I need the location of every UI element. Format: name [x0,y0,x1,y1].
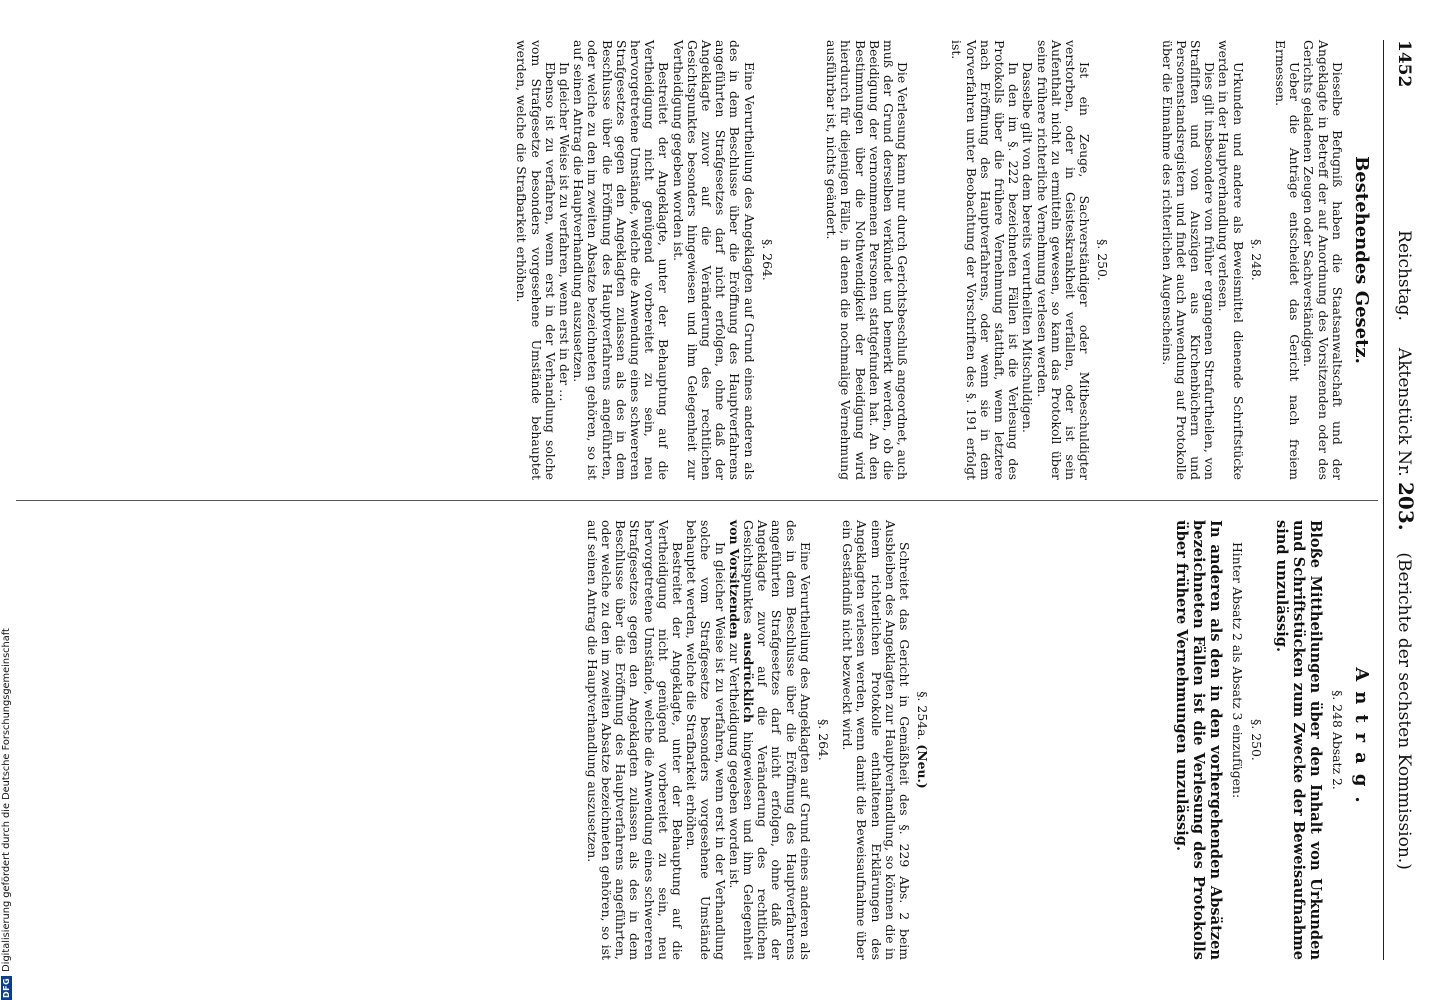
header-reichstag: Reichstag. [1394,230,1414,321]
paragraph: Schreitet das Gericht in Gemäßheit des §. 229 Abs. 2 beim Ausbleiben des Angeklagten zur Hauptverhandlung, so können die in einem richterlichen Protokolle enthaltenen Erklärungen des Angeklagten verlesen werden, wenn damit die Beweisaufnahme über ein Geständniß nicht bezweckt wird. [840,520,912,960]
left-column-existing-law [514,40,1374,480]
new-marker: (Neu.) [915,744,931,789]
paragraph: Dasselbe gilt von dem bereits verurtheilten Mitschuldigen. [1020,62,1036,433]
page-number: 1452 [1394,40,1414,88]
paragraph: Bestreitet der Angeklagte, unter der Behauptung auf die Vertheidigung nicht genügend vorbereitet zu sein, neu hervorgetretene Umstände, welche die Anwendung eines schwereren Strafgesetzes gegen den Angeklagten zulassen als des in dem Beschlusse über die Eröffnung des Hauptverfahrens angeführten, oder welche zu den im zweiten Absatze bezeichneten gehören, so ist auf seinen Antrag die Hauptverhandlung auszusetzen. [571,40,672,480]
right-column-heading: Antrag. [1351,667,1372,813]
section-title-248: §. 248. [1248,239,1264,281]
bold-paragraph: Bloße Mittheilungen über den Inhalt von Urkunden und Schriftstücken zum Zwecke der Beweisaufnahme sind unzulässig. [1272,520,1324,960]
header-rule [1383,40,1384,960]
paragraph: Urkunden und andere als Beweismittel dienende Schriftstücke werden in der Hauptverhandlung verlesen. [1216,40,1246,480]
header-subtitle: (Berichte der sechsten Kommission.) [1394,552,1414,870]
paragraph: Ist ein Zeuge, Sachverständiger oder Mitbeschuldigter verstorben, oder in Geisteskrankheit verfallen, oder ist sein Aufenthalt nicht zu ermitteln gewesen, so kann das Protokoll über seine frühere richterliche Vernehmung verlesen werden. [1034,40,1093,480]
header-title [1394,140,1418,960]
paragraph: In den im §. 222 bezeichneten Fällen ist die Verlesung des Protokolls über die frühere Vernehmung statthaft, wenn letztere nach Eröffnung des Hauptverfahrens, oder wenn sie in dem Vorverfahren unter Beobachtung der Vorschriften des §. 191 erfolgt ist. [949,40,1022,480]
section-title-264: §. 264. [759,239,775,281]
page-header [1390,40,1418,960]
section-ref-248: §. 248 Absatz 2. [1329,690,1345,790]
text-run: zur Vertheidigung gegeben worden ist. [726,642,742,889]
bold-paragraph: In anderen als den in den vorhergehenden Absätzen bezeichneten Fällen ist die Verlesung des Protokolls über frühere Vernehmungen unzulässig. [1173,520,1225,960]
paragraph: In gleicher Weise ist zu verfahren, wenn erst in der … [557,62,573,402]
paragraph [727,520,812,960]
paragraph: Dieselbe Befugniß haben die Staatsanwaltschaft und der Angeklagte in Betreff der auf Anordnung des Vorsitzenden oder des Gerichts geladenen Zeugen oder Sachverständigen. [1301,40,1345,480]
section-title-254a [915,520,929,960]
header-aktenstueck-label: Aktenstück Nr. [1394,347,1414,477]
emphasis: von Vorsitzenden [726,520,742,639]
digitization-note [1,628,12,1000]
section-number: §. 254a. [915,691,931,741]
paragraph: Hinter Absatz 2 als Absatz 3 einzufügen: [1230,542,1246,799]
paragraph: In gleicher Weise ist zu verfahren, wenn erst in der Verhandlung solche vom Strafgesetze besonders vorgesehene Umstände behauptet werden, welche die Strafbarkeit erhöhen. [684,520,728,960]
emphasis: ausdrücklich [740,632,756,723]
paragraph: Dies gilt insbesondere von früher ergangenen Strafurtheilen, von Strafliften und von Auszügen aus Kirchenbüchern und Personenstandsregistern und findet auch Anwendung auf Protokolle über die Einnahme des richterlichen Augenscheins. [1159,40,1218,480]
left-column-heading: Bestehendes Gesetz. [1351,156,1372,364]
paragraph-prefix: In gleicher Weise ist zu verfahren, wenn erst in der [557,62,573,386]
digitization-note-text: Digitalisierung gefördert durch die Deutsche Forschungsgemeinschaft [1,628,12,972]
paragraph: Eine Verurtheilung des Angeklagten auf Grund eines anderen als des in dem Beschlusse über die Eröffnung des Hauptverfahrens angeführten Strafgesetzes darf nicht erfolgen, ohne daß der Angeklagte zuvor auf die Veränderung des rechtlichen Gesichtspunktes besonders hingewiesen und ihm Gelegenheit zur Vertheidigung gegeben worden ist. [670,40,757,480]
section-title-250: §. 250. [1095,239,1111,281]
paragraph: Bestreitet der Angeklagte, unter der Behauptung auf die Vertheidigung nicht genügend vorbereitet zu sein, neu hervorgetretene Umstände, welche die Anwendung eines schwereren Strafgesetzes gegen den Angeklagten zulassen als des in dem Beschlusse über die Eröffnung des Hauptverfahrens angeführten, oder welche zu den im zweiten Absatze bezeichneten gehören, so ist auf seinen Antrag die Hauptverhandlung auszusetzen. [584,520,685,960]
section-title-250: §. 250. [1248,719,1264,761]
column-divider [16,500,1378,501]
dfg-logo: DFG [2,977,11,998]
paragraph: Ebenso ist zu verfahren, wenn erst in der Verhandlung solche vom Strafgesetze besonders vorgesehene Umstände behauptet werden, welche die Strafbarkeit erhöhen. [514,40,558,480]
paragraph: Ueber die Anträge entscheidet das Gericht nach freiem Ermessen. [1272,40,1303,480]
text-run: hingewiesen und ihm Gelegenheit [740,731,756,960]
paragraph: Die Verlesung kann nur durch Gerichtsbeschluß angeordnet, auch muß der Grund derselben verkündet und bemerkt werden, ob die Beeidigung der vernommenen Personen stattgefunden hat. An den Bestimmungen über die Nothwendigkeit der Beeidigung wird hierdurch für diejenigen Fälle, in denen die nochmalige Vernehmung ausführbar ist, nichts geändert. [824,40,911,480]
section-title-264: §. 264. [815,719,831,761]
right-column-proposal [585,520,1374,960]
header-aktenstueck-number: 203. [1394,482,1418,531]
text-run: Eine Verurtheilung des Angeklagten auf Grund eines anderen als des in dem Beschlusse über die Eröffnung des Hauptverfahrens angeführten Strafgesetzes darf nicht erfolgen, ohne daß der Angeklagte zuvor auf die Veränderung des rechtlichen Gesichtspunktes [740,520,813,960]
